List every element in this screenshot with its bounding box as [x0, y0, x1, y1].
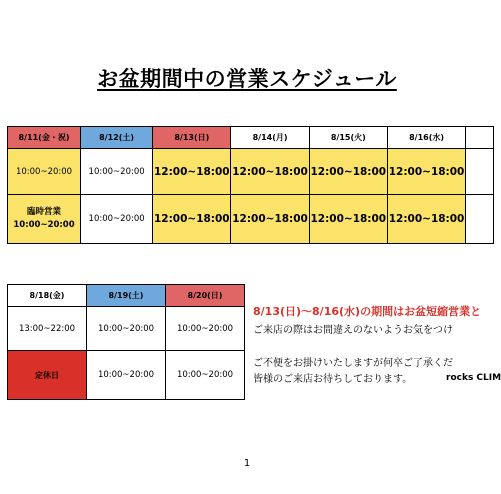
header-cut-off: [466, 127, 494, 149]
cell-cut-off-r2: [466, 195, 494, 244]
cell-0819-r1: 10:00~20:00: [87, 307, 166, 351]
header-0815: 8/15(火): [309, 127, 387, 149]
cell-0813-r1: 12:00~18:00: [153, 149, 231, 195]
header-0812: 8/12(土): [81, 127, 153, 149]
page-title: お盆期間中の営業スケジュール: [97, 67, 397, 91]
cell-0811-r1: 10:00~20:00: [8, 149, 81, 195]
header-0811: 8/11(金・祝): [8, 127, 81, 149]
cell-0812-r1: 10:00~20:00: [81, 149, 153, 195]
notice-welcome: 皆様のご来店お待ちしております。: [253, 374, 413, 385]
header-0820: 8/20(日): [166, 285, 245, 307]
cell-0815-r2: 12:00~18:00: [309, 195, 387, 244]
cell-cut-off-r1: [466, 149, 494, 195]
notice-signature: rocks CLIM: [446, 373, 501, 383]
cell-0816-r2: 12:00~18:00: [387, 195, 465, 244]
header-0813: 8/13(日): [153, 127, 231, 149]
cell-0812-r2: 10:00~20:00: [81, 195, 153, 244]
notice-apology: ご不便をお掛けいたしますが何卒ご了承くだ: [253, 358, 453, 369]
header-0814: 8/14(月): [231, 127, 309, 149]
cell-0819-r2: 10:00~20:00: [87, 351, 166, 400]
header-0819: 8/19(土): [87, 285, 166, 307]
cell-0813-r2: 12:00~18:00: [153, 195, 231, 244]
notice-short-hours: 8/13(日)〜8/16(水)の期間はお盆短縮営業と: [253, 305, 482, 318]
header-0816: 8/16(水): [387, 127, 465, 149]
cell-0816-r1: 12:00~18:00: [387, 149, 465, 195]
cell-0811-r2: [8, 195, 81, 244]
cell-0814-r2: 12:00~18:00: [231, 195, 309, 244]
cell-0820-r2: 10:00~20:00: [166, 351, 245, 400]
page-number: 1: [243, 458, 251, 469]
cell-0820-r1: 10:00~20:00: [166, 307, 245, 351]
cell-0818-r1: 13:00~22:00: [8, 307, 87, 351]
cell-0814-r1: 12:00~18:00: [231, 149, 309, 195]
notice-caution: ご来店の際はお間違えのないようお気をつけ: [253, 325, 453, 336]
cell-0815-r1: 12:00~18:00: [309, 149, 387, 195]
special-open-time: 10:00~20:00: [13, 220, 75, 230]
header-0818: 8/18(金): [8, 285, 87, 307]
special-open-label: 臨時営業: [27, 207, 62, 217]
cell-0818-closed: 定休日: [8, 351, 87, 400]
schedule-table-week1: [7, 126, 494, 244]
